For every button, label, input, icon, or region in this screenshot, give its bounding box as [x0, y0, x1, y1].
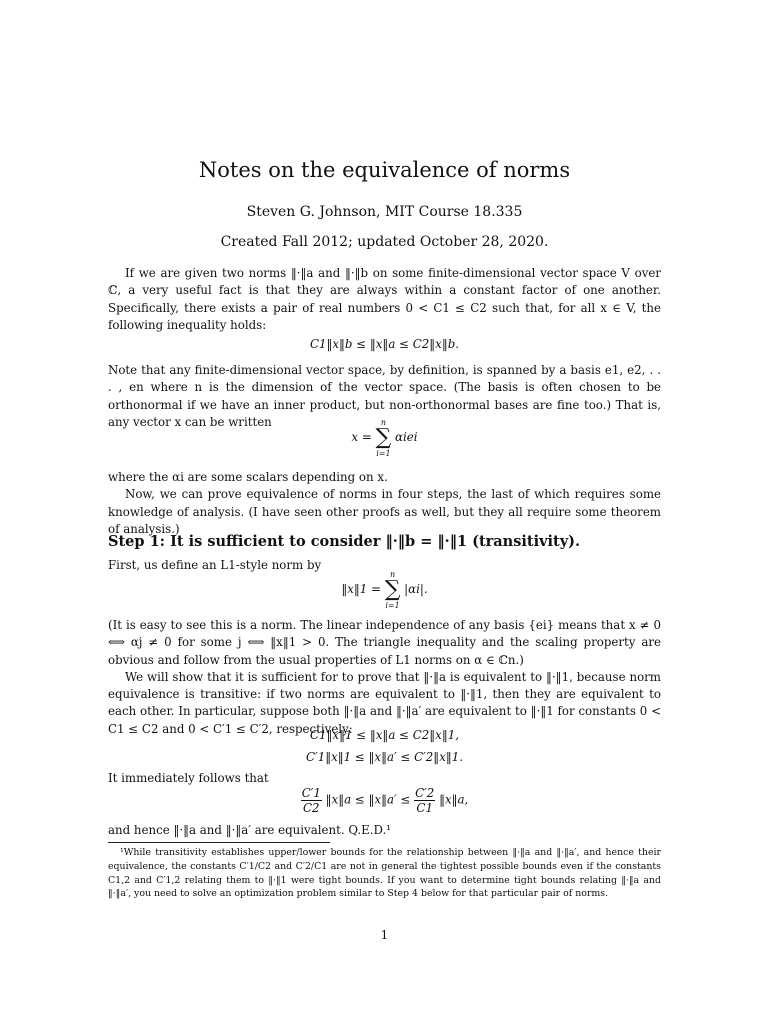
equation-2	[108, 418, 661, 458]
step1-text-5: and hence ‖·‖a and ‖·‖a′ are equivalent. Q.E.D.¹	[108, 823, 392, 837]
paper-page	[108, 0, 661, 1024]
step1-paragraph-2	[108, 617, 661, 738]
eq5-middle: ‖x‖a ≤ ‖x‖a′ ≤	[325, 792, 411, 807]
intro-paragraph-1	[108, 265, 661, 334]
step1-text-1: First, us define an L1-style norm by	[108, 558, 322, 572]
page-number: 1	[380, 928, 389, 942]
intro-text-1: If we are given two norms ‖·‖a and ‖·‖b on some finite-dimensional vector space V over ℂ, a very useful fact is that they are always within a constant factor of one another. Specifically, there exists a pair of real numbers 0 < C1 ≤ C2 such that, for all x ∈ V, the following inequality holds:	[108, 266, 661, 332]
intro-text-2: Note that any finite-dimensional vector space, by definition, is spanned by a basis e1, e2, . . . , en where n is the dimension of the vector space. (The basis is often chosen to be orthonormal if we have an inner product, but non-orthonormal bases are fine too.) That is, any vector x can be written	[108, 363, 661, 429]
eq2-rhs: αiei	[395, 430, 418, 444]
eq3-lhs: ‖x‖1 =	[341, 582, 381, 596]
sum-lower: i=1	[385, 601, 400, 610]
summation-symbol: n ∑ i=1	[384, 570, 401, 610]
fraction-1: $\frac{C'1}{C2}$	[301, 786, 321, 815]
step1-paragraph-4	[108, 770, 661, 787]
footnote	[108, 846, 661, 901]
eq5-end: ‖x‖a,	[439, 792, 469, 807]
fraction-2: $\frac{C'2}{C1}$	[415, 786, 435, 815]
step1-text-4: It immediately follows that	[108, 771, 269, 785]
sum-lower: i=1	[376, 449, 391, 458]
footnote-rule	[108, 842, 330, 843]
step1-text-3: We will show that it is sufficient for to prove that ‖·‖a is equivalent to ‖·‖1, because norm equivalence is transitive: if two norms are equivalent to ‖·‖1, then they are equivalent to each other. In particular, suppose both ‖·‖a and ‖·‖a′ are equivalent to ‖·‖1 for constants 0 < C1 ≤ C2 and 0 < C′1 ≤ C′2, respectively:	[108, 669, 661, 736]
intro-text-3: where the αi are some scalars depending on x.	[108, 470, 388, 484]
eq3-rhs: |αi|.	[404, 582, 428, 596]
summation-symbol: n ∑ i=1	[375, 418, 392, 458]
equation-5	[108, 786, 661, 815]
sum-upper: n	[389, 570, 396, 579]
paper-title: Notes on the equivalence of norms	[198, 158, 571, 182]
eq2-lhs: x =	[351, 430, 372, 444]
intro-text-4: Now, we can prove equivalence of norms in four steps, the last of which requires some knowledge of analysis. (I have seen other proofs as well, but they all require some theorem of analysis.)	[108, 487, 661, 536]
section-heading-step1: Step 1: It is sufficient to consider ‖·‖b = ‖·‖1 (transitivity).	[108, 533, 581, 550]
sum-upper: n	[380, 418, 386, 427]
equation-1: C1‖x‖b ≤ ‖x‖a ≤ C2‖x‖b.	[309, 337, 460, 351]
equation-3	[108, 570, 661, 610]
equation-4a: C1‖x‖1 ≤ ‖x‖a ≤ C2‖x‖1,	[310, 728, 459, 742]
footnote-text: ¹While transitivity establishes upper/lower bounds for the relationship between ‖·‖a and ‖·‖a′, and hence their equivalence, the constants C′1/C2 and C′2/C1 are not in general the tightest possible bounds even if the constants C1,2 and C′1,2 relating them to ‖·‖1 were tight bounds. If you want to determine tight bounds relating ‖·‖a and ‖·‖a′, you need to solve an optimization problem similar to Step 4 below for that particular pair of norms.	[108, 847, 661, 900]
equation-4b: C′1‖x‖1 ≤ ‖x‖a′ ≤ C′2‖x‖1.	[305, 750, 463, 764]
step1-text-2: (It is easy to see this is a norm. The linear independence of any basis {ei} means that x ≠ 0 ⟺ αj ≠ 0 for some j ⟺ ‖x‖1 > 0. The triangle inequality and the scaling property are obvious and follow from the usual properties of L1 norms on α ∈ ℂn.)	[108, 618, 661, 667]
intro-paragraph-3	[108, 469, 661, 538]
step1-paragraph-5	[108, 822, 661, 839]
author-line: Steven G. Johnson, MIT Course 18.335	[246, 204, 523, 220]
date-line: Created Fall 2012; updated October 28, 2020.	[220, 234, 549, 250]
